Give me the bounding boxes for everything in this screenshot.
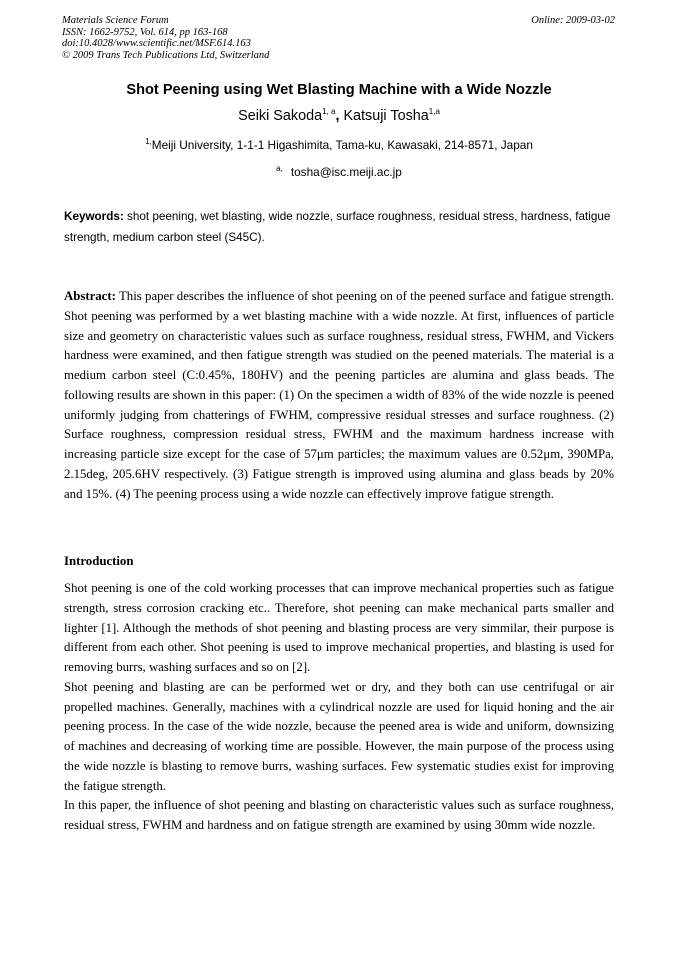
abstract-text: This paper describes the influence of shot peening on of the peened surface and fatigue strength. Shot peening was performed by a wet blasting machine with a wide nozzle. At first, influences of particle size and geometry on characteristic values such as surface roughness, residual stress, FWHM, and Vickers hardness were examined, and then fatigue strength was studied on the peened materials. The material is a medium carbon steel (C:0.45%, 180HV) and the peening particles are alumina and glass beads. The following results are shown in this paper: (1) On the specimen a width of 83% of the wide nozzle is peened uniformly judging from chatterings of FWHM, compressive residual stresses and surface roughness. (2) Surface roughness, compression residual stress, FWHM and the maximum hardness increase with increasing particle size except for the case of 57μm particles; the maximum values are 0.52μm, 390MPa, 2.15deg, 205.6HV respectively. (3) Fatigue strength is improved using alumina and glass beads by 20% and 15%. (4) The peening process using a wide nozzle can effectively improve fatigue strength. (64, 289, 614, 501)
introduction-paragraph-2: Shot peening and blasting are can be performed wet or dry, and they both can use centrifugal or air propelled machines. Generally, machines with a cylindrical nozzle are used for liquid honing and the air peening process. In the case of the wide nozzle, because the peened area is wide and uniform, downsizing of machines and decreasing of working time are possible. However, the main purpose of the process using the wide nozzle is blasting to remove burrs, washing surfaces. Few systematic studies exist for improving the fatigue strength. (64, 679, 614, 793)
author-2: Katsuji Tosha (343, 108, 429, 124)
keywords-block (64, 206, 614, 248)
introduction-paragraph-1: Shot peening is one of the cold working processes that can improve mechanical properties such as fatigue strength, stress corrosion cracking etc.. Therefore, shot peening can make mechanical parts smaller and lighter [1]. Although the methods of shot peening and blasting process are very simmilar, their purpose is different from each other. Shot peening is used to improve mechanical properties, and blasting is used for removing burrs, washing surfaces and so on [2]. (64, 581, 614, 674)
abstract-label: Abstract: (64, 289, 116, 303)
introduction-paragraph-3: In this paper, the influence of shot peening and blasting on characteristic values such as surface roughness, residual stress, FWHM and hardness and on fatigue strength are examined by using 30mm wide nozzle. (64, 798, 614, 832)
affiliation-mark: 1, (145, 137, 152, 147)
author-email: tosha@isc.meiji.ac.jp (290, 165, 402, 179)
journal-name: Materials Science Forum (62, 15, 169, 26)
copyright-line: © 2009 Trans Tech Publications Ltd, Switzerland (62, 49, 270, 61)
keywords-text: shot peening, wet blasting, wide nozzle, surface roughness, residual stress, hardness, fatigue strength, medium carbon steel (S45C). (64, 210, 611, 244)
affiliation: Meiji University, 1-1-1 Higashimita, Tama-ku, Kawasaki, 214-8571, Japan (151, 138, 533, 152)
abstract-block (64, 287, 614, 504)
author-1-affiliation-mark: 1, a (322, 107, 336, 117)
author-line (0, 108, 678, 124)
introduction-heading: Introduction (64, 554, 134, 568)
author-1: Seiki Sakoda (238, 108, 323, 124)
author-separator: , (335, 108, 344, 124)
journal-header (62, 15, 269, 61)
issn-line: ISSN: 1662-9752, Vol. 614, pp 163-168 (62, 26, 228, 38)
author-2-affiliation-mark: 1,a (428, 107, 440, 117)
introduction-body (64, 579, 614, 836)
doi-line: doi:10.4028/www.scientific.net/MSF.614.163 (62, 38, 251, 50)
email-mark: a, (276, 164, 283, 174)
affiliation-line (0, 138, 678, 152)
paper-title: Shot Peening using Wet Blasting Machine with a Wide Nozzle (126, 82, 552, 98)
online-date: Online: 2009-03-02 (531, 15, 615, 26)
keywords-label: Keywords: (64, 210, 124, 223)
email-line (0, 165, 678, 179)
